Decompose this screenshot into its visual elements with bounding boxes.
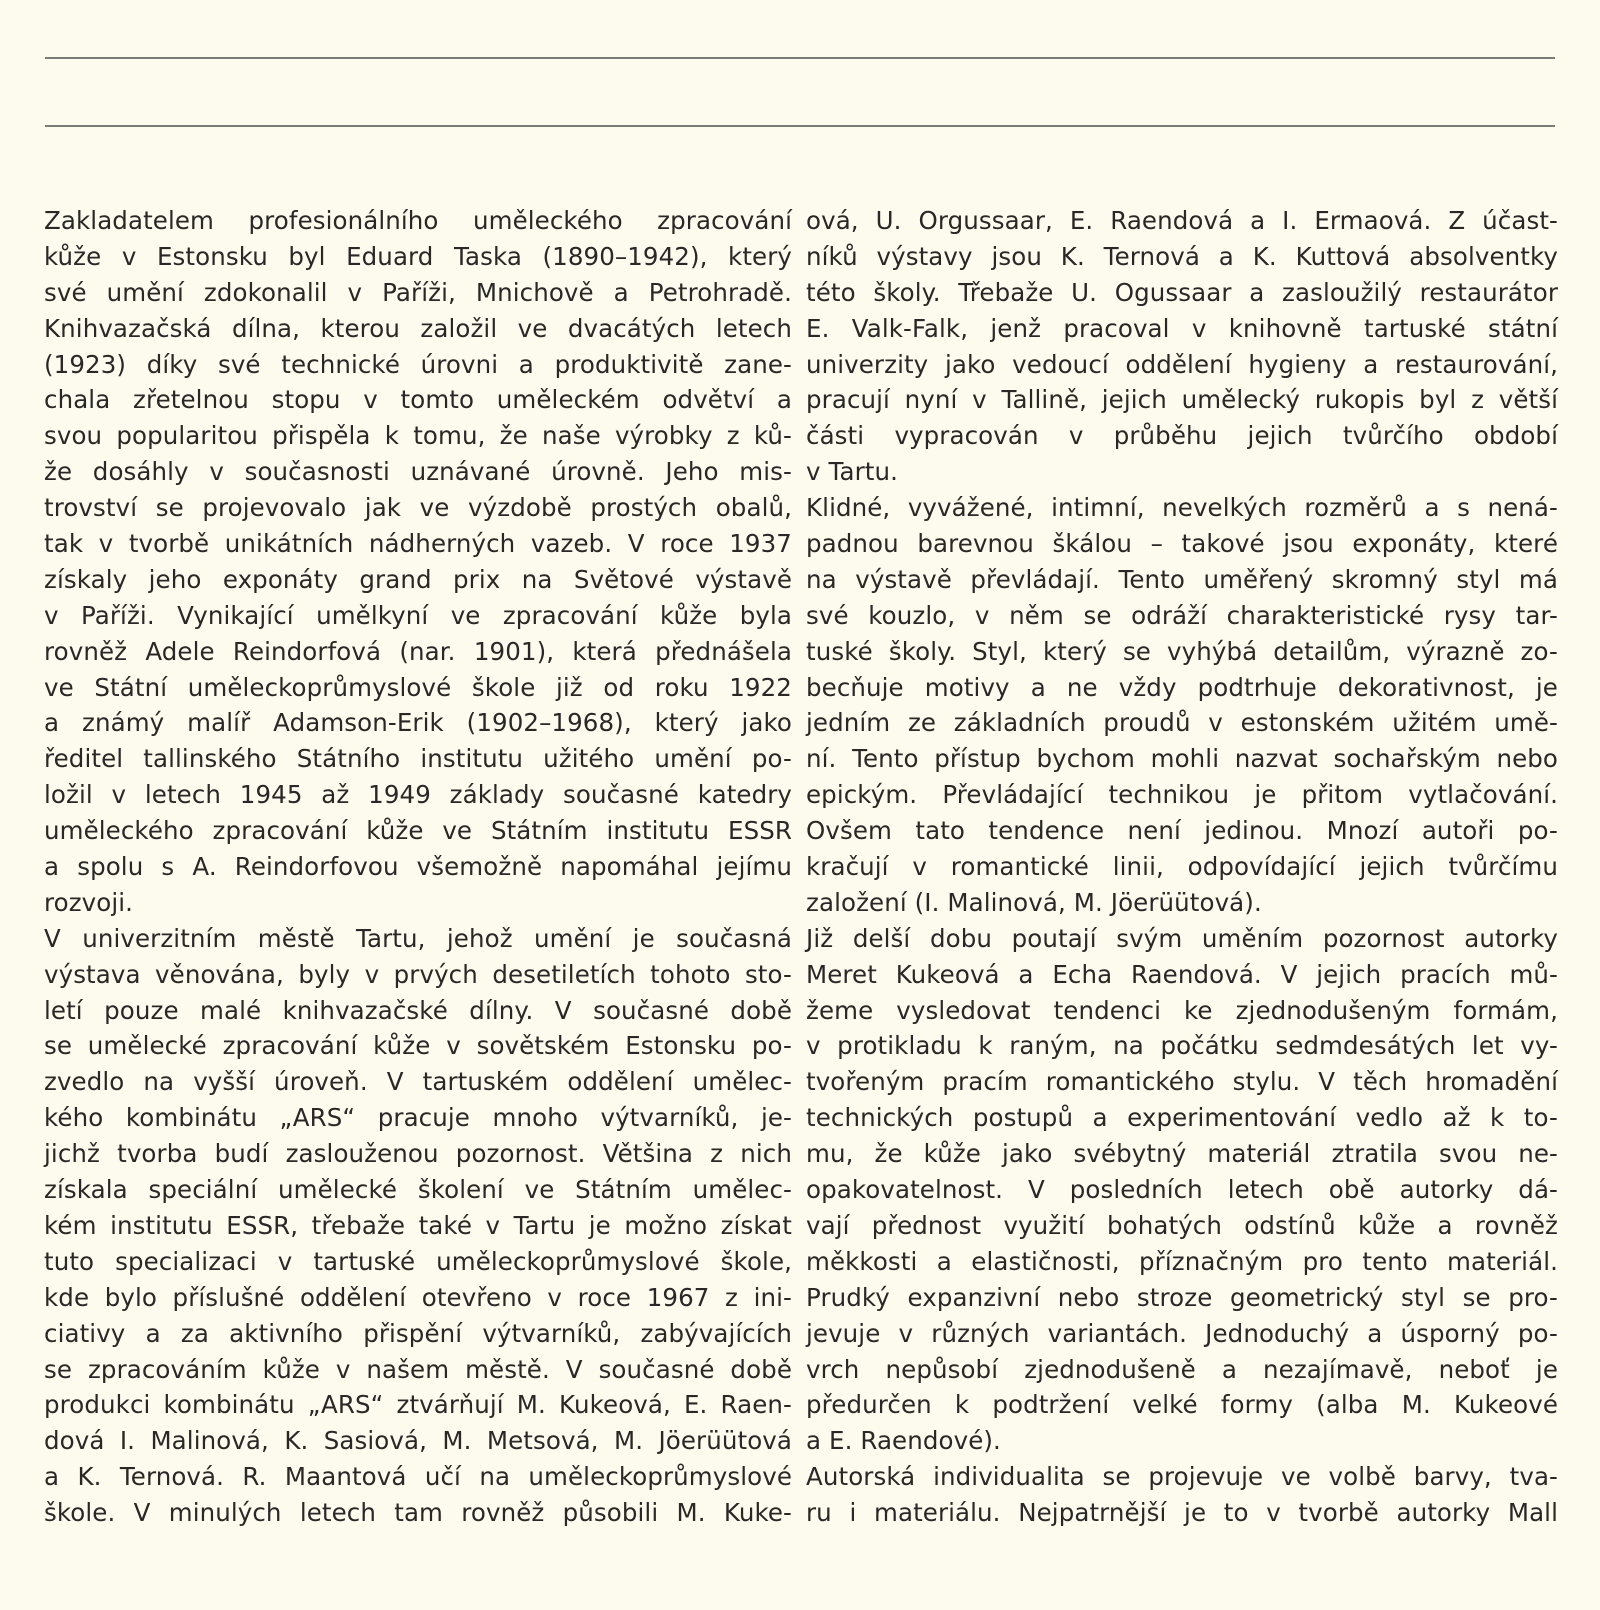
text-line: letí pouze malé knihvazačské dílny. V současné době [44, 995, 792, 1025]
text-line: zvedlo na vyšší úroveň. V tartuském oddělení umělec- [44, 1067, 792, 1097]
text-line: Knihvazačská dílna, kterou založil ve dvacátých letech [44, 313, 792, 343]
text-line: mu, že kůže jako svébytný materiál ztratila svou ne- [806, 1139, 1558, 1169]
text-line: ciativy a za aktivního přispění výtvarníků, zabývajících [44, 1318, 792, 1348]
text-line: a E. Raendové). [806, 1426, 1001, 1456]
text-line: jichž tvorba budí zaslouženou pozornost. Většina z nich [44, 1139, 792, 1169]
text-line: v Paříži. Vynikající umělkyní ve zpracování kůže byla [44, 600, 792, 630]
text-line: kém institutu ESSR, třebaže také v Tartu je možno získat [44, 1210, 792, 1240]
text-line: ní. Tento přístup bychom mohli nazvat sochařským nebo [806, 744, 1558, 774]
text-line: trovství se projevovalo jak ve výzdobě prostých obalů, [44, 493, 792, 523]
text-line: a spolu s A. Reindorfovou všemožně napomáhal jejímu [44, 852, 792, 882]
text-line: kého kombinátu „ARS“ pracuje mnoho výtvarníků, je- [44, 1103, 792, 1133]
text-line: Autorská individualita se projevuje ve volbě barvy, tva- [806, 1462, 1558, 1492]
text-line: výstava věnována, byly v prvých desetiletích tohoto sto- [44, 959, 792, 989]
text-line: Zakladatelem profesionálního uměleckého zpracování [44, 206, 792, 235]
text-line: jedním ze základních proudů v estonském užitém umě- [806, 708, 1558, 738]
text-line: níků výstavy jsou K. Ternová a K. Kuttová absolventky [806, 241, 1558, 271]
text-line: škole. V minulých letech tam rovněž působili M. Kuke- [44, 1498, 792, 1528]
text-line: uměleckého zpracování kůže ve Státním institutu ESSR [44, 816, 792, 846]
text-line: becňuje motivy a ne vždy podtrhuje dekorativnost, je [806, 672, 1558, 702]
text-line: pracují nyní v Tallině, jejich umělecký rukopis byl z větší [806, 385, 1558, 415]
text-line: tak v tvorbě unikátních nádherných vazeb. V roce 1937 [44, 529, 792, 559]
text-line: kde bylo příslušné oddělení otevřeno v roce 1967 z ini- [44, 1282, 792, 1312]
text-line: ru i materiálu. Nejpatrnější je to v tvorbě autorky Mall [806, 1498, 1558, 1528]
text-line: v Tartu. [806, 457, 899, 487]
text-line: rovněž Adele Reindorfová (nar. 1901), která přednášela [44, 636, 792, 666]
text-line: části vypracován v průběhu jejich tvůrčího období [806, 421, 1558, 451]
text-line: vají přednost využití bohatých odstínů kůže a rovněž [806, 1210, 1558, 1240]
text-line: ová, U. Orgussaar, E. Raendová a I. Ermaová. Z účast- [806, 206, 1558, 235]
text-line: univerzity jako vedoucí oddělení hygieny a restaurování, [806, 349, 1558, 379]
text-line: technických postupů a experimentování vedlo až k to- [806, 1103, 1558, 1133]
right-column [806, 203, 1558, 1531]
text-line: produkci kombinátu „ARS“ ztvárňují M. Kukeová, E. Raen- [44, 1390, 792, 1420]
text-line: Klidné, vyvážené, intimní, nevelkých rozměrů a s nená- [806, 493, 1558, 523]
text-line: v protikladu k raným, na počátku sedmdesátých let vy- [806, 1031, 1558, 1061]
header-rule [45, 125, 1555, 127]
text-line: chala zřetelnou stopu v tomto uměleckém odvětví a [44, 385, 792, 415]
text-line: své umění zdokonalil v Paříži, Mnichově a Petrohradě. [44, 277, 792, 307]
text-line: kračují v romantické linii, odpovídající jejich tvůrčímu [806, 852, 1558, 882]
text-line: Již delší dobu poutají svým uměním pozornost autorky [806, 923, 1558, 953]
text-line: ředitel tallinského Státního institutu užitého umění po- [44, 744, 792, 774]
text-line: tuské školy. Styl, který se vyhýbá detailům, výrazně zo- [806, 636, 1558, 666]
text-line: ložil v letech 1945 až 1949 základy současné katedry [44, 780, 792, 810]
left-column [44, 203, 792, 1531]
text-line: E. Valk-Falk, jenž pracoval v knihovně tartuské státní [806, 313, 1558, 343]
text-line: tuto specializaci v tartuské uměleckoprůmyslové škole, [44, 1246, 792, 1276]
text-line: této školy. Třebaže U. Ogussaar a zasloužilý restaurátor [806, 277, 1558, 307]
text-line: získala speciální umělecké školení ve Státním umělec- [44, 1175, 792, 1205]
text-line: předurčen k podtržení velké formy (alba M. Kukeové [806, 1390, 1558, 1420]
text-line: rozvoji. [44, 887, 134, 917]
text-line: svou popularitou přispěla k tomu, že naše výrobky z ků- [44, 421, 792, 451]
text-line: měkkosti a elastičnosti, příznačným pro tento materiál. [806, 1246, 1558, 1276]
top-rule [45, 57, 1555, 59]
text-line: Ovšem tato tendence není jedinou. Mnozí autoři po- [806, 816, 1558, 846]
text-line: opakovatelnost. V posledních letech obě autorky dá- [806, 1175, 1558, 1205]
text-line: vrch nepůsobí zjednodušeně a nezajímavě, neboť je [806, 1354, 1558, 1384]
text-line: (1923) díky své technické úrovni a produktivitě zane- [44, 349, 792, 379]
text-line: se zpracováním kůže v našem městě. V současné době [44, 1354, 792, 1384]
text-line: získaly jeho exponáty grand prix na Světové výstavě [44, 564, 792, 594]
text-line: kůže v Estonsku byl Eduard Taska (1890–1942), který [44, 241, 792, 271]
text-line: jevuje v různých variantách. Jednoduchý a úsporný po- [806, 1318, 1558, 1348]
text-line: epickým. Převládající technikou je přitom vytlačování. [806, 780, 1558, 810]
text-line: V univerzitním městě Tartu, jehož umění je současná [44, 923, 792, 953]
text-line: založení (I. Malinová, M. Jöerüütová). [806, 887, 1262, 917]
text-line: a známý malíř Adamson-Erik (1902–1968), který jako [44, 708, 792, 738]
text-line: a K. Ternová. R. Maantová učí na uměleckoprůmyslové [44, 1462, 792, 1492]
text-line: padnou barevnou škálou – takové jsou exponáty, které [806, 529, 1558, 559]
text-line: že dosáhly v současnosti uznávané úrovně. Jeho mis- [44, 457, 792, 487]
text-line: své kouzlo, v něm se odráží charakteristické rysy tar- [806, 600, 1558, 630]
text-line: dová I. Malinová, K. Sasiová, M. Metsová, M. Jöerüütová [44, 1426, 792, 1456]
text-line: Meret Kukeová a Echa Raendová. V jejich pracích mů- [806, 959, 1558, 989]
text-line: se umělecké zpracování kůže v sovětském Estonsku po- [44, 1031, 792, 1061]
text-line: žeme vysledovat tendenci ke zjednodušeným formám, [806, 995, 1558, 1025]
text-line: na výstavě převládají. Tento uměřený skromný styl má [806, 564, 1558, 594]
text-line: tvořeným pracím romantického stylu. V těch hromadění [806, 1067, 1558, 1097]
text-line: ve Státní uměleckoprůmyslové škole již od roku 1922 [44, 672, 792, 702]
text-line: Prudký expanzivní nebo stroze geometrický styl se pro- [806, 1282, 1558, 1312]
